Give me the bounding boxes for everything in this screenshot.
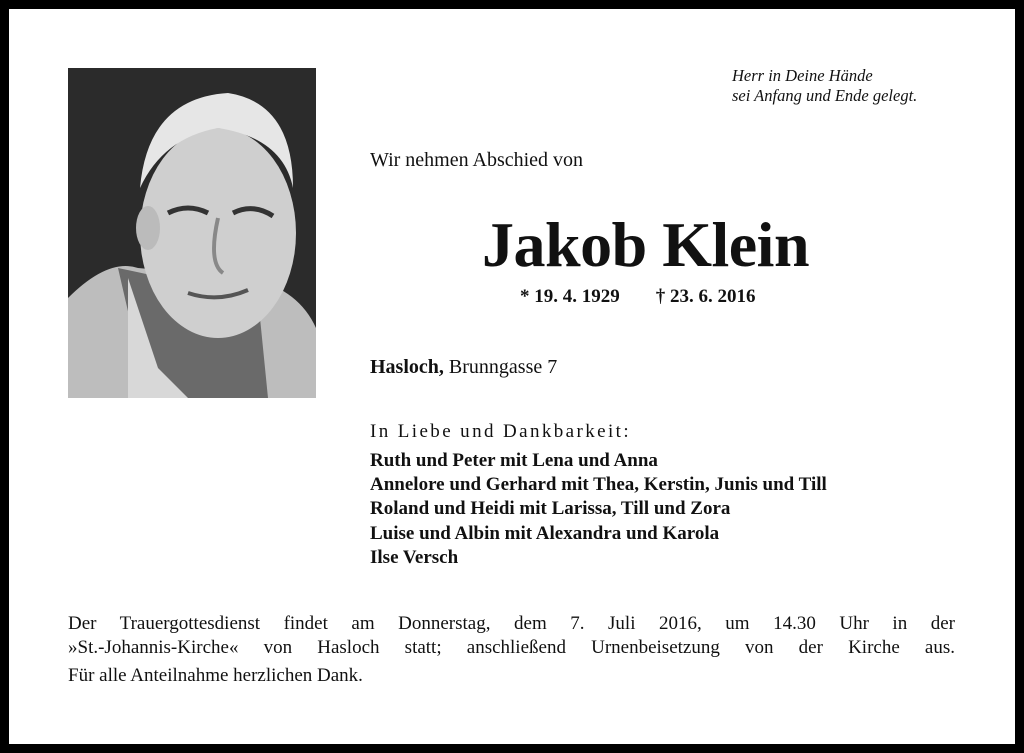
birth-date: * 19. 4. 1929: [520, 286, 620, 307]
family-list: [370, 449, 827, 570]
family-entry: Ilse Versch: [370, 546, 459, 568]
service-line: Der Trauergottesdienst findet am Donnerstag, dem 7. Juli 2016, um 14.30 Uhr in der: [68, 613, 955, 634]
intro-text: Wir nehmen Abschied von: [370, 149, 584, 171]
address: [370, 356, 557, 379]
thanks-text: Für alle Anteilnahme herzlichen Dank.: [68, 665, 363, 686]
love-line: In Liebe und Dankbarkeit:: [370, 421, 632, 442]
quote-line: Herr in Deine Hände: [732, 66, 873, 85]
life-dates: [520, 286, 792, 308]
family-entry: Luise und Albin mit Alexandra und Karola: [370, 522, 720, 544]
quote: [732, 66, 917, 106]
family-entry: Annelore und Gerhard mit Thea, Kerstin, Junis und Till: [370, 474, 827, 496]
quote-line: sei Anfang und Ende gelegt.: [732, 86, 918, 105]
death-date: † 23. 6. 2016: [655, 286, 756, 307]
address-street: Brunngasse 7: [448, 356, 558, 378]
family-entry: Roland und Heidi mit Larissa, Till und Zora: [370, 498, 731, 520]
portrait-photo: [68, 68, 316, 398]
address-town: Hasloch,: [370, 356, 444, 378]
service-info: [68, 612, 955, 660]
family-entry: Ruth und Peter mit Lena und Anna: [370, 450, 658, 471]
service-line: »St.-Johannis-Kirche« von Hasloch statt; anschließend Urnenbeisetzung von der Kirche aus.: [68, 637, 955, 658]
deceased-name: Jakob Klein: [482, 209, 810, 280]
